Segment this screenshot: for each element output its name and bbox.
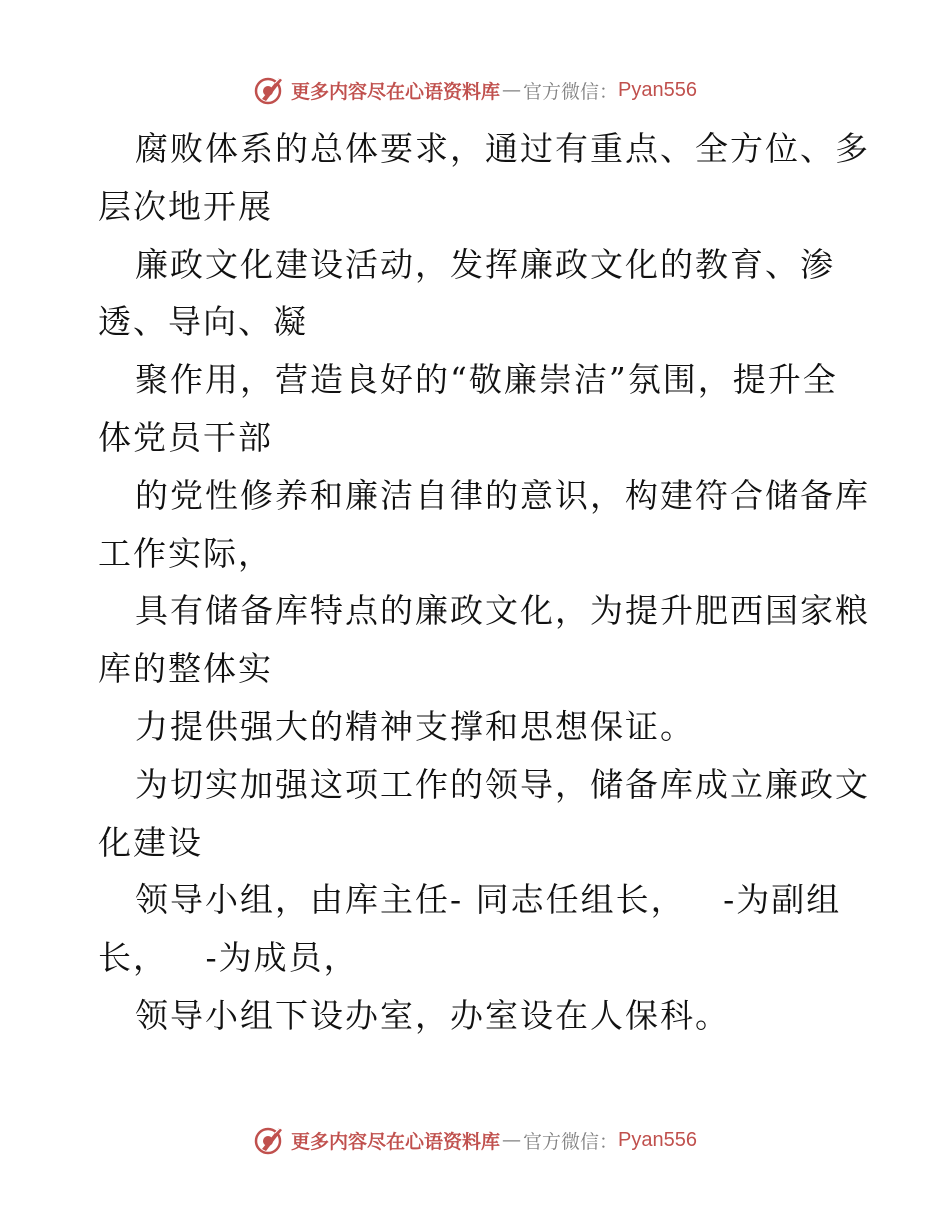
text-line: 聚作用，营造良好的“敬廉崇洁”氛围，提升全 — [135, 360, 838, 400]
text-line: 力提供强大的精神支撑和思想保证。 — [135, 706, 695, 746]
text-line: 透、导向、凝 — [98, 302, 308, 342]
text-line: 腐败体系的总体要求，通过有重点、全方位、多 — [135, 129, 870, 168]
header-banner — [0, 70, 950, 110]
text-line: 化建设 — [98, 822, 203, 862]
text-line: 体党员干部 — [98, 417, 273, 457]
banner-separator: — — [502, 1129, 522, 1151]
banner-title: 更多内容尽在心语资料库 — [291, 1130, 501, 1153]
text-line: 的党性修养和廉洁自律的意识，构建符合储备库 — [135, 475, 870, 515]
banner-contact-label: 官方微信： — [523, 1130, 619, 1153]
text-line: 库的整体实 — [98, 649, 273, 689]
quill-seal-icon — [253, 74, 285, 106]
banner-contact-id: Pyan556 — [618, 1128, 697, 1151]
banner-contact-label: 官方微信： — [523, 80, 619, 103]
text-line: 领导小组，由库主任- 同志任组长， -为副组 — [135, 880, 842, 920]
text-line: 廉政文化建设活动，发挥廉政文化的教育、渗 — [135, 244, 835, 284]
text-line: 为切实加强这项工作的领导，储备库成立廉政文 — [135, 764, 870, 804]
text-line: 领导小组下设办室，办室设在人保科。 — [135, 995, 730, 1035]
text-line: 长， -为成员， — [98, 938, 359, 978]
document-body — [98, 120, 870, 1045]
banner-contact-id: Pyan556 — [618, 78, 697, 101]
quill-seal-icon — [253, 1124, 285, 1156]
footer-banner — [0, 1120, 950, 1160]
text-line: 具有储备库特点的廉政文化，为提升肥西国家粮 — [135, 591, 870, 631]
text-line: 层次地开展 — [98, 186, 273, 226]
banner-separator: — — [502, 79, 522, 101]
banner-title: 更多内容尽在心语资料库 — [291, 80, 501, 103]
text-line: 工作实际， — [98, 533, 273, 573]
